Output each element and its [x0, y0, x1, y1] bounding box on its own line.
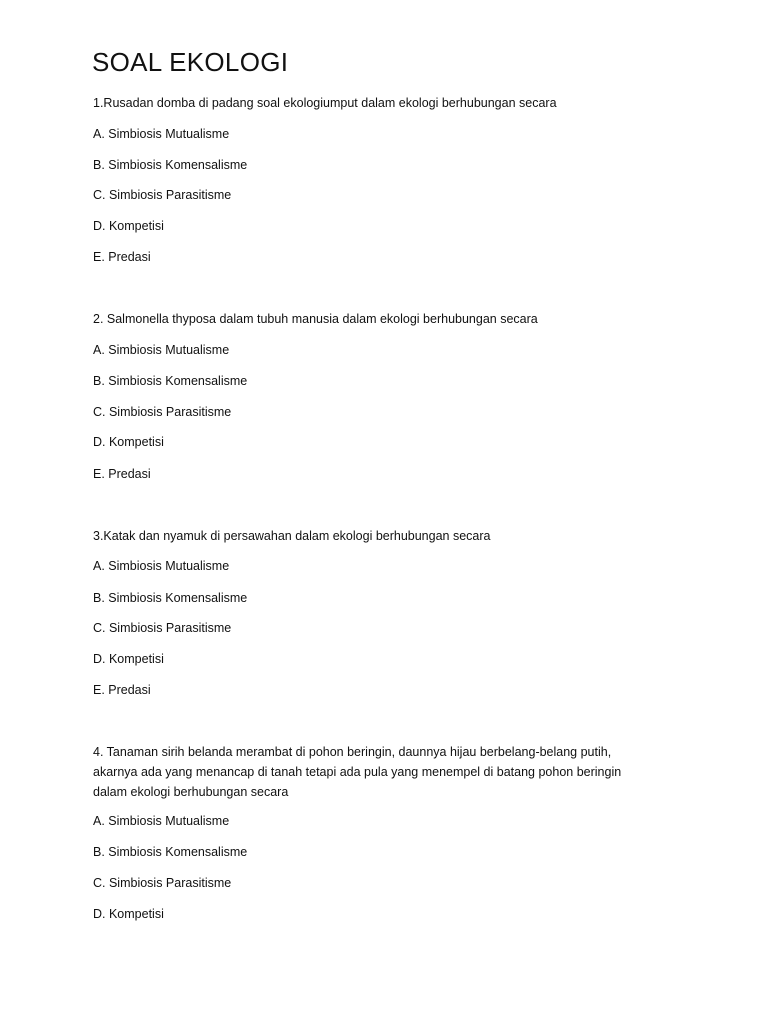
question-3-option-b: B. Simbiosis Komensalisme	[93, 591, 248, 605]
question-4-text: 4. Tanaman sirih belanda merambat di pohon beringin, daunnya hijau berbelang-belang putih, akarnya ada yang menancap di tanah tetapi ada pula yang menempel di batang pohon beringin dalam ekologi berhubungan secara	[93, 745, 622, 799]
question-1-option-a: A. Simbiosis Mutualisme	[93, 127, 230, 141]
question-4-option-b: B. Simbiosis Komensalisme	[93, 845, 248, 859]
question-3-option-a: A. Simbiosis Mutualisme	[93, 559, 230, 573]
question-4-option-a: A. Simbiosis Mutualisme	[93, 814, 230, 828]
question-2-option-d: D. Kompetisi	[93, 435, 164, 449]
question-2-option-e: E. Predasi	[93, 467, 151, 481]
question-1-option-b: B. Simbiosis Komensalisme	[93, 158, 248, 172]
question-4-option-c: C. Simbiosis Parasitisme	[93, 876, 232, 890]
question-1-option-d: D. Kompetisi	[93, 219, 164, 233]
question-1-option-e: E. Predasi	[93, 250, 151, 264]
question-3-option-e: E. Predasi	[93, 683, 151, 697]
question-3-text: 3.Katak dan nyamuk di persawahan dalam ekologi berhubungan secara	[93, 529, 491, 543]
question-3-option-d: D. Kompetisi	[93, 652, 164, 666]
question-3-option-c: C. Simbiosis Parasitisme	[93, 621, 232, 635]
question-2-option-a: A. Simbiosis Mutualisme	[93, 343, 230, 357]
question-1-option-c: C. Simbiosis Parasitisme	[93, 188, 232, 202]
question-2-option-c: C. Simbiosis Parasitisme	[93, 405, 232, 419]
question-1-text: 1.Rusadan domba di padang soal ekologiumput dalam ekologi berhubungan secara	[93, 96, 557, 110]
question-4-option-d: D. Kompetisi	[93, 907, 164, 921]
page-title: SOAL EKOLOGI	[92, 47, 289, 77]
question-2-option-b: B. Simbiosis Komensalisme	[93, 374, 248, 388]
question-2-text: 2. Salmonella thyposa dalam tubuh manusia dalam ekologi berhubungan secara	[93, 312, 538, 326]
